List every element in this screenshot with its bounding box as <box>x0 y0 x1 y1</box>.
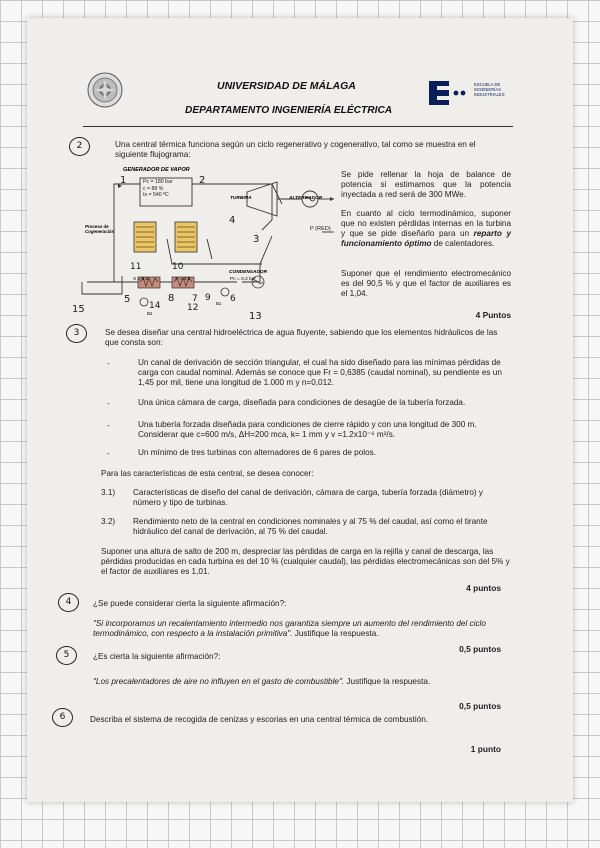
hand-number: 6 <box>230 294 236 304</box>
q3-sub-text: Características de diseño del canal de derivación, cámara de carga, tubería forzada (diámetro) y número y tipo de turbinas. <box>133 488 483 507</box>
hand-number: 15 <box>72 304 85 315</box>
exam-sheet <box>27 18 573 802</box>
hand-number: 9 <box>205 293 211 303</box>
hand-number: 10 <box>172 262 184 272</box>
hand-number: 11 <box>130 262 142 272</box>
hand-number: 12 <box>187 303 199 313</box>
q2-cycle-text <box>341 209 511 248</box>
q4-tail: Justifique la respuesta. <box>292 628 379 638</box>
pump-b1-label: B1 <box>216 301 222 306</box>
question-number-3: 3 <box>66 324 87 343</box>
q2-cycle-text-b: de calentadores. <box>431 238 495 248</box>
generator-params <box>143 179 173 199</box>
hand-number: 14 <box>149 301 161 311</box>
school-logo-line: INDUSTRIALES <box>474 91 505 97</box>
turbine-label: TURBINA <box>230 196 252 201</box>
q3-points: 4 puntos <box>466 583 501 593</box>
school-logo-line: INGENIERÍAS <box>474 86 501 92</box>
q4-quote: "Si incorporamos un recalentamiento intermedio nos garantiza siempre un aumento del rendimiento del ciclo termodinámico, con respecto a la instalación primitiva". <box>93 619 486 638</box>
hand-number: 13 <box>249 311 262 322</box>
grid-power-text: P (RED) <box>310 226 331 232</box>
bullet-dash: - <box>107 398 110 408</box>
hand-number: 1 <box>120 175 127 186</box>
university-seal <box>87 72 123 108</box>
generator-label: GENERADOR DE VAPOR <box>123 167 190 173</box>
generator-param: Pc = 180 bar <box>143 179 173 185</box>
header-rule <box>83 126 513 127</box>
school-logo <box>429 81 509 107</box>
process-label-line: Proceso de <box>85 224 109 229</box>
q5-statement <box>93 677 509 687</box>
hand-number: 4 <box>229 215 236 226</box>
q6-points: 1 punto <box>470 744 501 754</box>
q2-efficiency-text: Suponer que el rendimiento electromecánico es del 90,5 % y que el factor de auxiliares es el 1,04. <box>341 269 511 298</box>
generator-param: c = 88 % <box>143 185 164 192</box>
question-number-2: 2 <box>69 137 90 156</box>
q3-item-penstock: Una tubería forzada diseñada para condiciones de cierre rápido y con una longitud de 300 m. Considerar que c=600 m/s, ΔH=200 mca, k= 1 mm y v =1.2x10⁻⁶ m²/s. <box>138 420 477 439</box>
q5-quote: "Los precalentadores de aire no influyen en el gasto de combustible". <box>93 677 345 686</box>
q3-intro: Se desea diseñar una central hidroeléctrica de agua fluyente, sabiendo que los elementos hidráulicos de las que consta son: <box>105 328 498 347</box>
question-number-6: 6 <box>52 708 73 727</box>
school-logo-line: ESCUELA DE <box>474 82 501 87</box>
generator-param: ts = 540 ºC <box>143 192 169 198</box>
extraction-fraction-2: X = 0,6 <box>175 277 191 282</box>
university-title: UNIVERSIDAD DE MÁLAGA <box>217 80 356 92</box>
flow-arrow-icon <box>330 197 334 201</box>
q3-sub-number: 3.2) <box>101 517 116 526</box>
hand-number: 5 <box>124 294 131 305</box>
q3-item-chamber: Una única cámara de carga, diseñada para condiciones de desagüe de la tubería forzada. <box>138 398 466 407</box>
condenser-label: CONDENSADOR <box>229 270 268 275</box>
question-number-5: 5 <box>56 646 77 665</box>
pump-b1-icon <box>221 288 229 296</box>
q5-question: ¿Es cierta la siguiente afirmación?: <box>93 652 221 661</box>
q4-statement <box>93 619 509 639</box>
pump-b2-icon <box>140 298 148 306</box>
bullet-dash: - <box>107 448 110 458</box>
cycle-flowsheet <box>72 164 342 314</box>
cogeneration-heater-icon <box>134 222 156 252</box>
q3-sub-text: Rendimiento neto de la central en condiciones nominales y al 75 % del caudal, así como el tirante hidráulico del canal de derivación, al 75 % del caudal. <box>133 517 488 536</box>
bullet-dash: - <box>107 358 110 368</box>
alternator-label: ALTERNADOR <box>289 196 323 201</box>
q3-sub-number: 3.1) <box>101 488 116 497</box>
pump-b2-label: B2 <box>147 311 153 316</box>
department-title: DEPARTAMENTO INGENIERÍA ELÉCTRICA <box>185 105 393 116</box>
hand-number: 3 <box>253 234 260 245</box>
question-number-4: 4 <box>58 593 79 612</box>
q4-points: 0,5 puntos <box>459 644 501 654</box>
hand-number: 7 <box>192 294 198 304</box>
q5-tail: Justifique la respuesta. <box>344 677 431 686</box>
process-label <box>85 224 114 235</box>
extraction-fraction-1: X = 0,5 <box>133 277 149 282</box>
hand-number: 8 <box>168 293 175 304</box>
q5-points: 0,5 puntos <box>459 701 501 711</box>
hand-number: 2 <box>199 175 206 186</box>
q4-question: ¿Se puede considerar cierta la siguiente afirmación?: <box>93 599 287 608</box>
school-e-icon <box>429 81 469 105</box>
q2-cycle-text-a: En cuanto al ciclo termodinámico, suponer que no existen pérdidas internas en la turbina y que se pide diseñarlo para un <box>341 209 511 238</box>
q3-item-channel: Un canal de derivación de sección triangular, el cual ha sido diseñado para las mínimas pérdidas de carga con caudal nominal. Además se conoce que Fr = 0,6385 (caudal nominal), su pendiente es un 1,45 por mil, tiene una longitud de 1.000 m y n=0,012. <box>138 358 502 387</box>
feedwater-heater-icon <box>175 222 197 252</box>
q2-task-text: Se pide rellenar la hoja de balance de potencia si estimamos que la potencia inyectada a red será de 300 MWe. <box>341 170 511 199</box>
q3-assumptions: Suponer una altura de salto de 200 m, despreciar las pérdidas de carga en la rejilla y canal de descarga, las pérdidas producidas en cada turbina es del 10 % (cualquier caudal), las pérdidas electromecánicas son del 5% y el factor de auxiliares es 1,01. <box>101 547 510 576</box>
q2-cycle-text-emphasis: reparto y funcionamiento óptimo <box>341 228 511 248</box>
q2-intro: Una central térmica funciona según un ciclo regenerativo y cogenerativo, tal como se muestra en el siguiente flujograma: <box>115 140 476 159</box>
process-label-line: Cogeneración <box>85 229 115 235</box>
q6-question: Describa el sistema de recogida de cenizas y escorias en una central térmica de combustión. <box>90 715 429 724</box>
q3-item-turbines: Un mínimo de tres turbinas con alternadores de 6 pares de polos. <box>138 448 377 457</box>
grid-power-label <box>310 226 331 232</box>
bullet-dash: - <box>107 420 110 430</box>
q3-ask: Para las características de esta central, se desea conocer: <box>101 469 314 478</box>
q2-points: 4 Puntos <box>475 310 511 320</box>
condenser-pressure: Pc = 0,2 bar <box>230 277 256 282</box>
